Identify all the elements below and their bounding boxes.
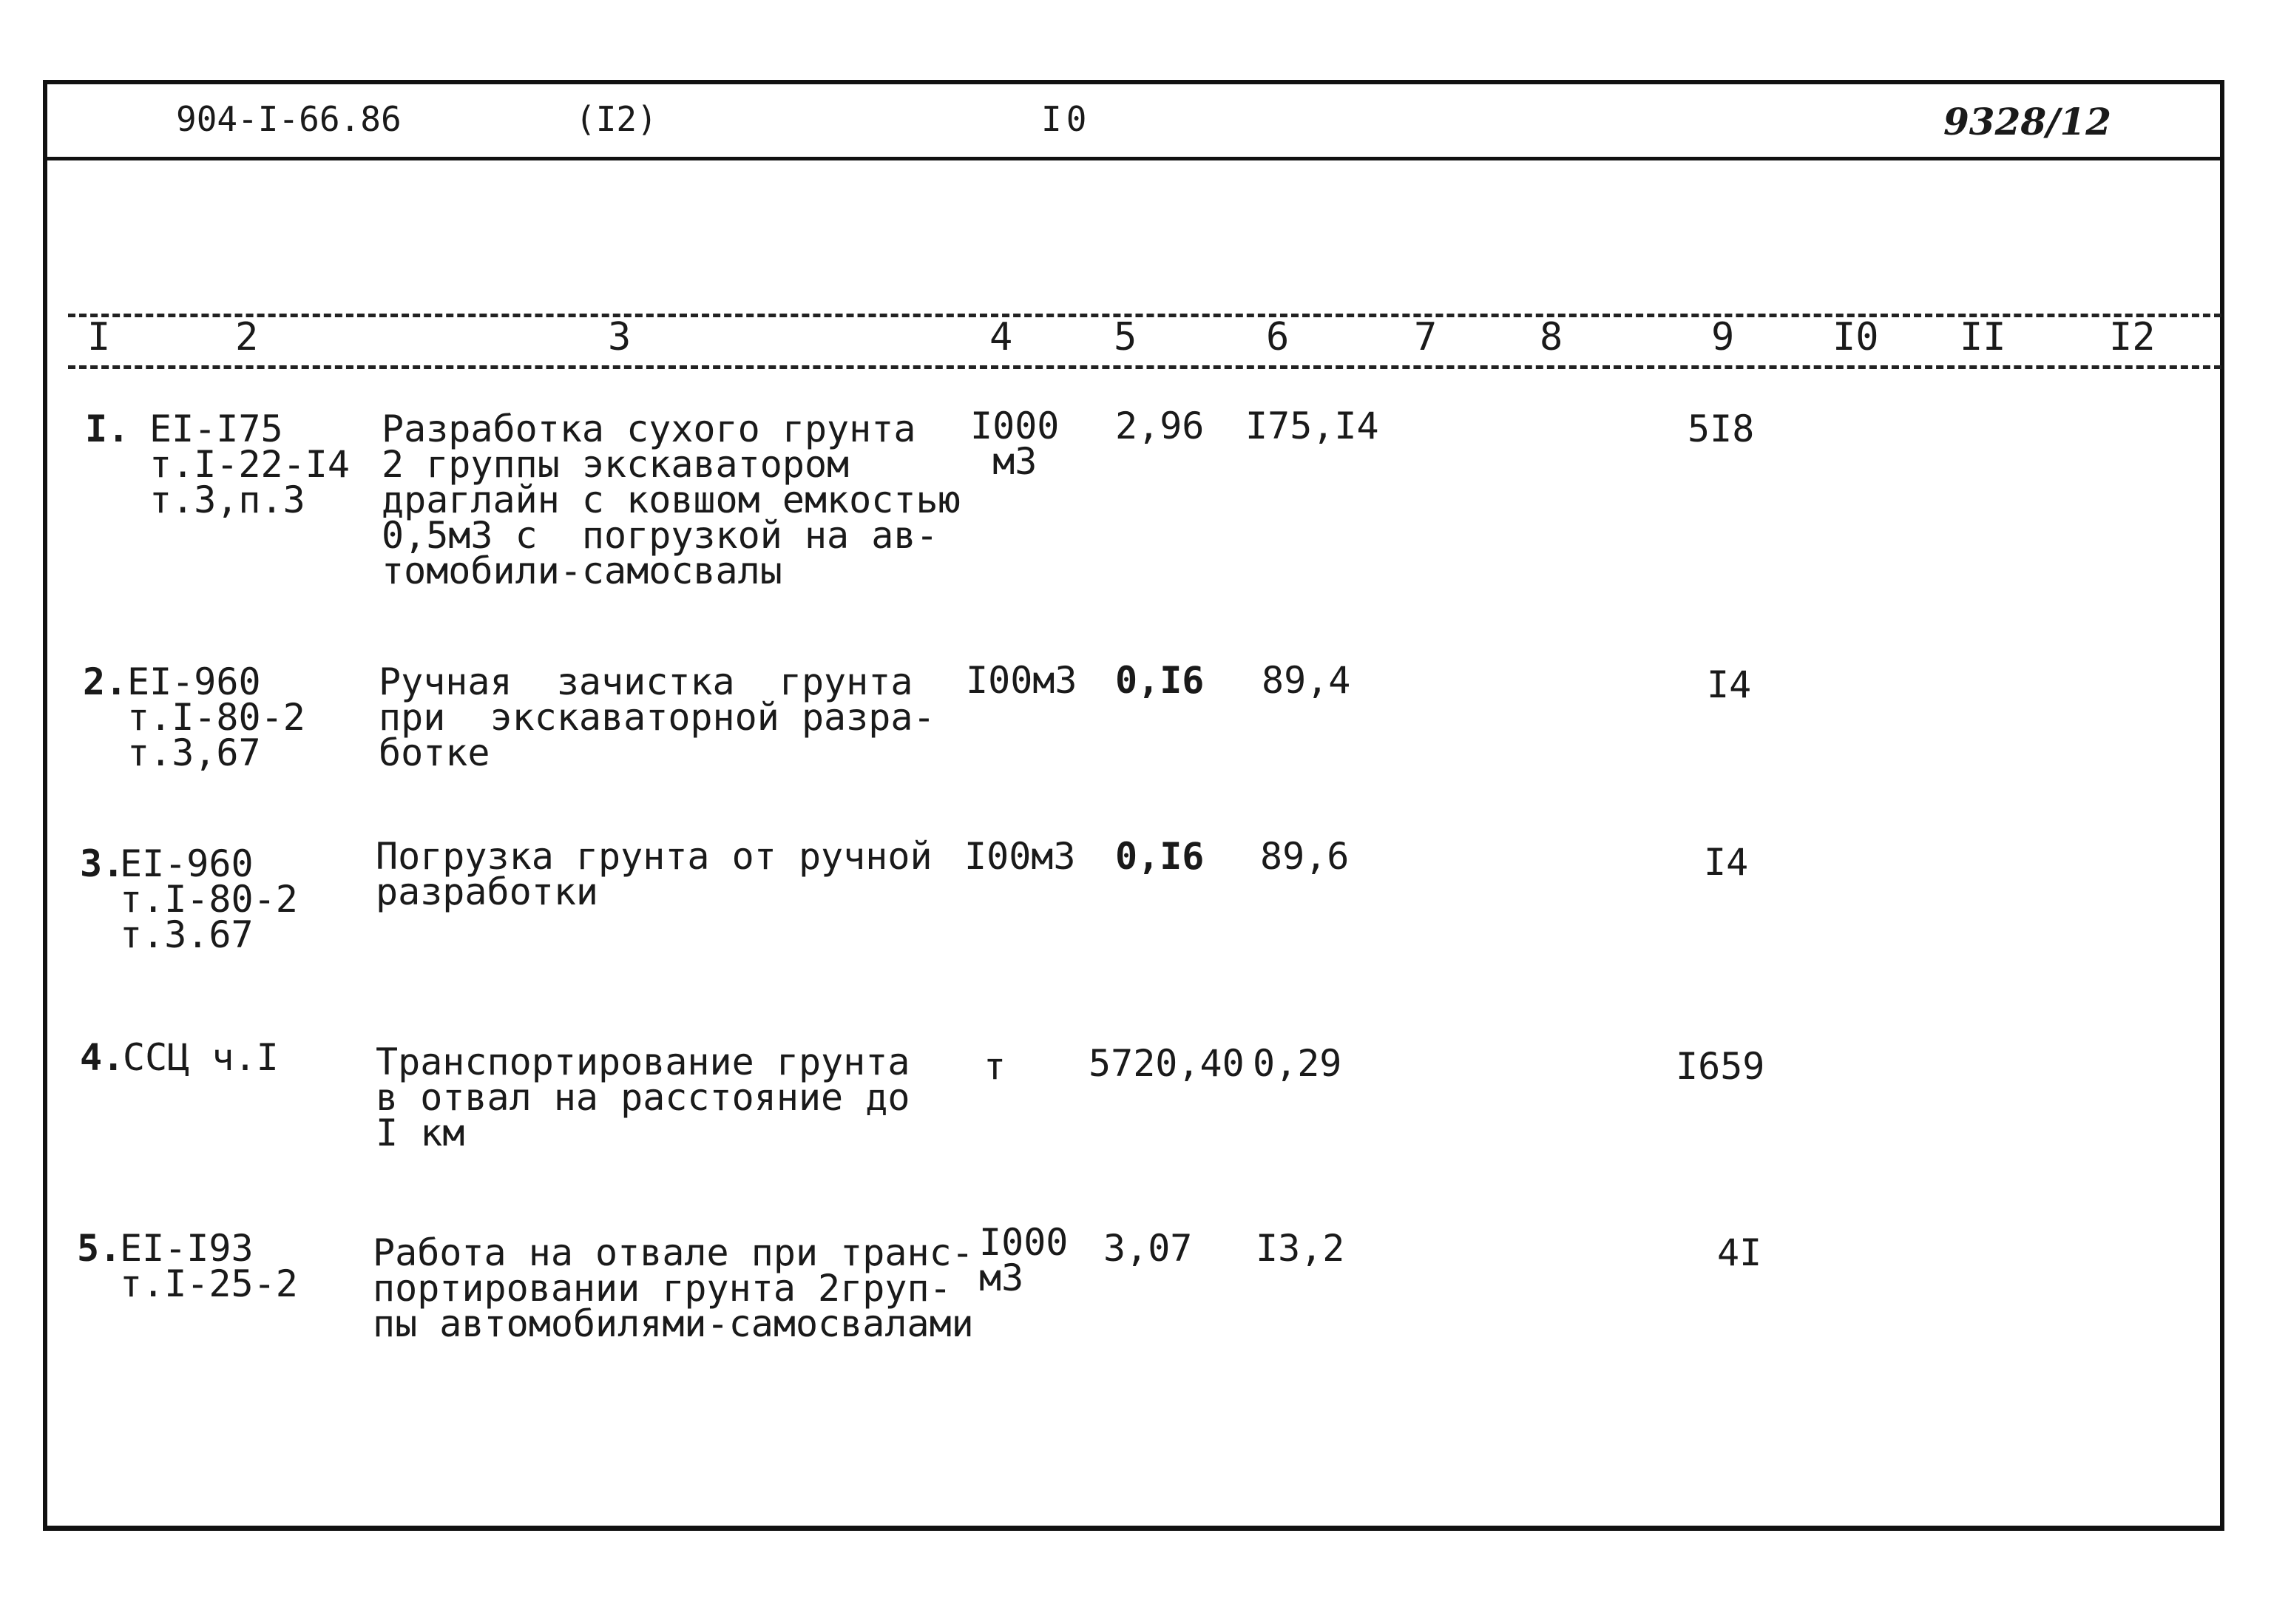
row-5-number: 5. — [77, 1227, 122, 1270]
row-2-price: 89,4 — [1262, 659, 1351, 702]
column-number-2: 2 — [235, 315, 259, 359]
row-3-unit: I00м3 — [964, 835, 1076, 878]
sheet-frame — [43, 80, 2224, 1531]
row-1-quantity: 2,96 — [1115, 405, 1205, 447]
row-2-unit: I00м3 — [966, 659, 1077, 702]
header-divider — [43, 157, 2224, 160]
row-5-code: EI-I93 т.I-25-2 — [120, 1227, 298, 1305]
column-number-1: I — [87, 315, 111, 359]
column-strip-top-line — [68, 314, 2221, 317]
row-2-total: I4 — [1707, 663, 1752, 706]
row-4-number: 4. — [80, 1036, 125, 1079]
row-5-price: I3,2 — [1256, 1227, 1345, 1270]
row-3-total: I4 — [1704, 841, 1749, 884]
column-number-10: I0 — [1832, 315, 1879, 359]
column-number-11: II — [1960, 315, 2006, 359]
row-5-description: Работа на отвале при транс- портировании грунта 2груп- пы автомобилями-самосвалами — [373, 1231, 974, 1345]
column-number-5: 5 — [1114, 315, 1137, 359]
row-1-price: I75,I4 — [1245, 405, 1379, 447]
row-5-quantity: 3,07 — [1103, 1227, 1193, 1270]
row-2-code: EI-960 т.I-80-2 т.3,67 — [127, 660, 305, 774]
row-1-description: Разработка сухого грунта 2 группы экскаватором драглайн с ковшом емкостью 0,5м3 с погрузкой на ав- томобили-самосвалы — [382, 407, 961, 592]
row-2-number: 2. — [83, 660, 128, 703]
row-1-number: I. — [85, 407, 130, 450]
part-number: (I2) — [575, 99, 657, 139]
column-number-12: I2 — [2109, 315, 2156, 359]
row-1-unit: I000 м3 — [970, 405, 1060, 483]
column-strip-bottom-line — [68, 365, 2221, 369]
row-4-price: 0,29 — [1253, 1042, 1342, 1085]
row-2-description: Ручная зачистка грунта при экскаваторной разра- ботке — [379, 660, 935, 774]
column-number-8: 8 — [1540, 315, 1563, 359]
row-4-code: ССЦ ч.I — [123, 1036, 279, 1079]
row-3-quantity: 0,I6 — [1115, 835, 1205, 878]
row-1-total: 5I8 — [1688, 407, 1755, 450]
column-number-4: 4 — [989, 315, 1013, 359]
row-4-unit: т — [984, 1045, 1006, 1088]
row-5-unit: I000 м3 — [979, 1221, 1069, 1299]
row-3-price: 89,6 — [1260, 835, 1350, 878]
column-number-7: 7 — [1414, 315, 1438, 359]
row-4-description: Транспортирование грунта в отвал на расстояние до I км — [376, 1041, 910, 1154]
row-4-total: I659 — [1676, 1045, 1765, 1088]
row-3-description: Погрузка грунта от ручной разработки — [376, 835, 933, 913]
archive-number: 9328/12 — [1943, 100, 2112, 143]
column-number-6: 6 — [1266, 315, 1290, 359]
document-code: 904-I-66.86 — [176, 99, 402, 139]
row-3-code: EI-960 т.I-80-2 т.3.67 — [120, 842, 298, 956]
row-5-total: 4I — [1717, 1231, 1762, 1274]
row-4-quantity: 5720,40 — [1089, 1042, 1245, 1085]
column-number-3: 3 — [608, 315, 632, 359]
row-3-number: 3. — [80, 842, 125, 885]
row-2-quantity: 0,I6 — [1115, 659, 1205, 702]
row-1-code: EI-I75 т.I-22-I4 т.3,п.3 — [149, 407, 350, 521]
column-number-9: 9 — [1711, 315, 1735, 359]
page-number: I0 — [1041, 99, 1091, 139]
